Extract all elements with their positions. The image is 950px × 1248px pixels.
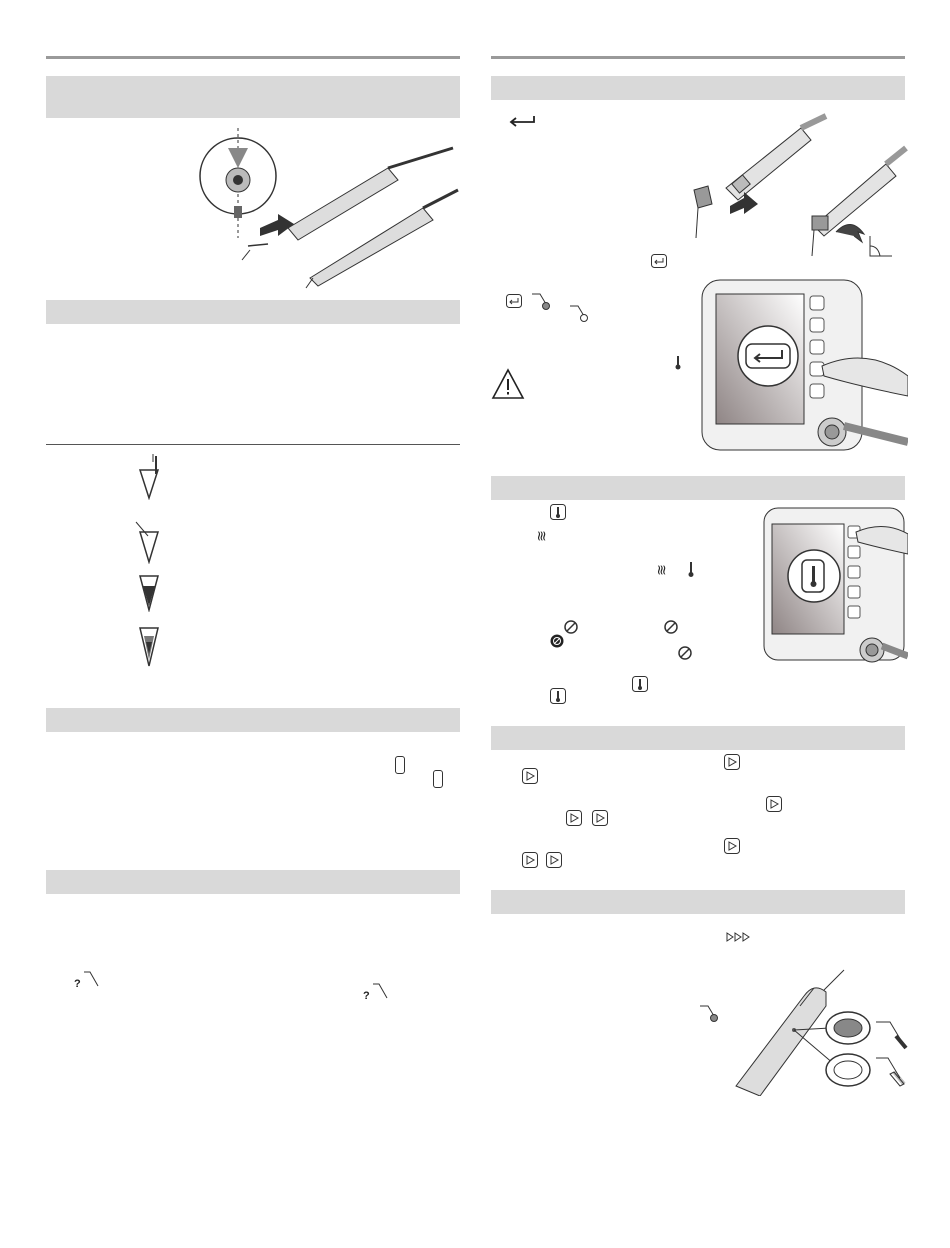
play-key-icon-2 bbox=[522, 768, 538, 784]
thermometer-icon-small bbox=[675, 356, 681, 370]
play-key-icon-1 bbox=[724, 754, 740, 770]
stop-key-icon-3 bbox=[678, 646, 692, 660]
right-section-band-1 bbox=[491, 76, 905, 100]
control-unit-illustration-2 bbox=[760, 504, 908, 664]
right-section-band-4 bbox=[491, 890, 905, 914]
heat-icon-2: ≋ bbox=[653, 564, 670, 576]
file-id-symbol-2 bbox=[361, 982, 389, 1004]
speed-up-key bbox=[395, 756, 405, 774]
enter-icon bbox=[508, 114, 536, 128]
file-type-icon-2 bbox=[134, 518, 164, 564]
file-id-symbol-1 bbox=[72, 970, 100, 992]
left-section-band-1 bbox=[46, 76, 460, 118]
play-key-icon-8 bbox=[546, 852, 562, 868]
file-symbol-3 bbox=[698, 1004, 720, 1024]
stop-key-icon-1 bbox=[564, 620, 578, 634]
play-key-icon-4 bbox=[566, 810, 582, 826]
led-indicator-illustration bbox=[730, 966, 908, 1096]
play-key-icon-6 bbox=[724, 838, 740, 854]
enter-key-icon-2 bbox=[506, 294, 522, 308]
file-symbol-2 bbox=[568, 304, 590, 324]
thermometer-icon-1 bbox=[688, 562, 694, 578]
right-section-band-3 bbox=[491, 726, 905, 750]
file-insertion-illustration bbox=[686, 108, 908, 258]
table-header-rule bbox=[46, 444, 460, 445]
control-unit-illustration-1 bbox=[698, 276, 908, 458]
stop-key-icon-2 bbox=[664, 620, 678, 634]
enter-key-icon-1 bbox=[651, 254, 667, 268]
handpiece-illustration bbox=[198, 128, 460, 290]
left-top-rule bbox=[46, 56, 460, 59]
file-type-icon-1 bbox=[134, 452, 164, 500]
play-key-icon-7 bbox=[522, 852, 538, 868]
question-mark-2: ? bbox=[363, 990, 370, 1002]
left-section-band-3 bbox=[46, 708, 460, 732]
speed-down-key bbox=[433, 770, 443, 788]
warning-icon bbox=[491, 368, 525, 400]
file-type-icon-3 bbox=[134, 572, 164, 612]
right-section-band-2 bbox=[491, 476, 905, 500]
fast-forward-icon bbox=[726, 932, 752, 942]
stop-key-icon-filled bbox=[550, 634, 564, 648]
heat-icon-1: ≋ bbox=[533, 530, 550, 542]
file-symbol-1 bbox=[530, 292, 552, 312]
right-top-rule bbox=[491, 56, 905, 59]
left-section-band-2 bbox=[46, 300, 460, 324]
thermometer-key-icon-2 bbox=[632, 676, 648, 692]
thermometer-key-icon-1 bbox=[550, 504, 566, 520]
file-type-icon-4 bbox=[134, 624, 164, 668]
question-mark-1: ? bbox=[74, 978, 81, 990]
left-section-band-4 bbox=[46, 870, 460, 894]
play-key-icon-3 bbox=[766, 796, 782, 812]
thermometer-key-icon-3 bbox=[550, 688, 566, 704]
play-key-icon-5 bbox=[592, 810, 608, 826]
